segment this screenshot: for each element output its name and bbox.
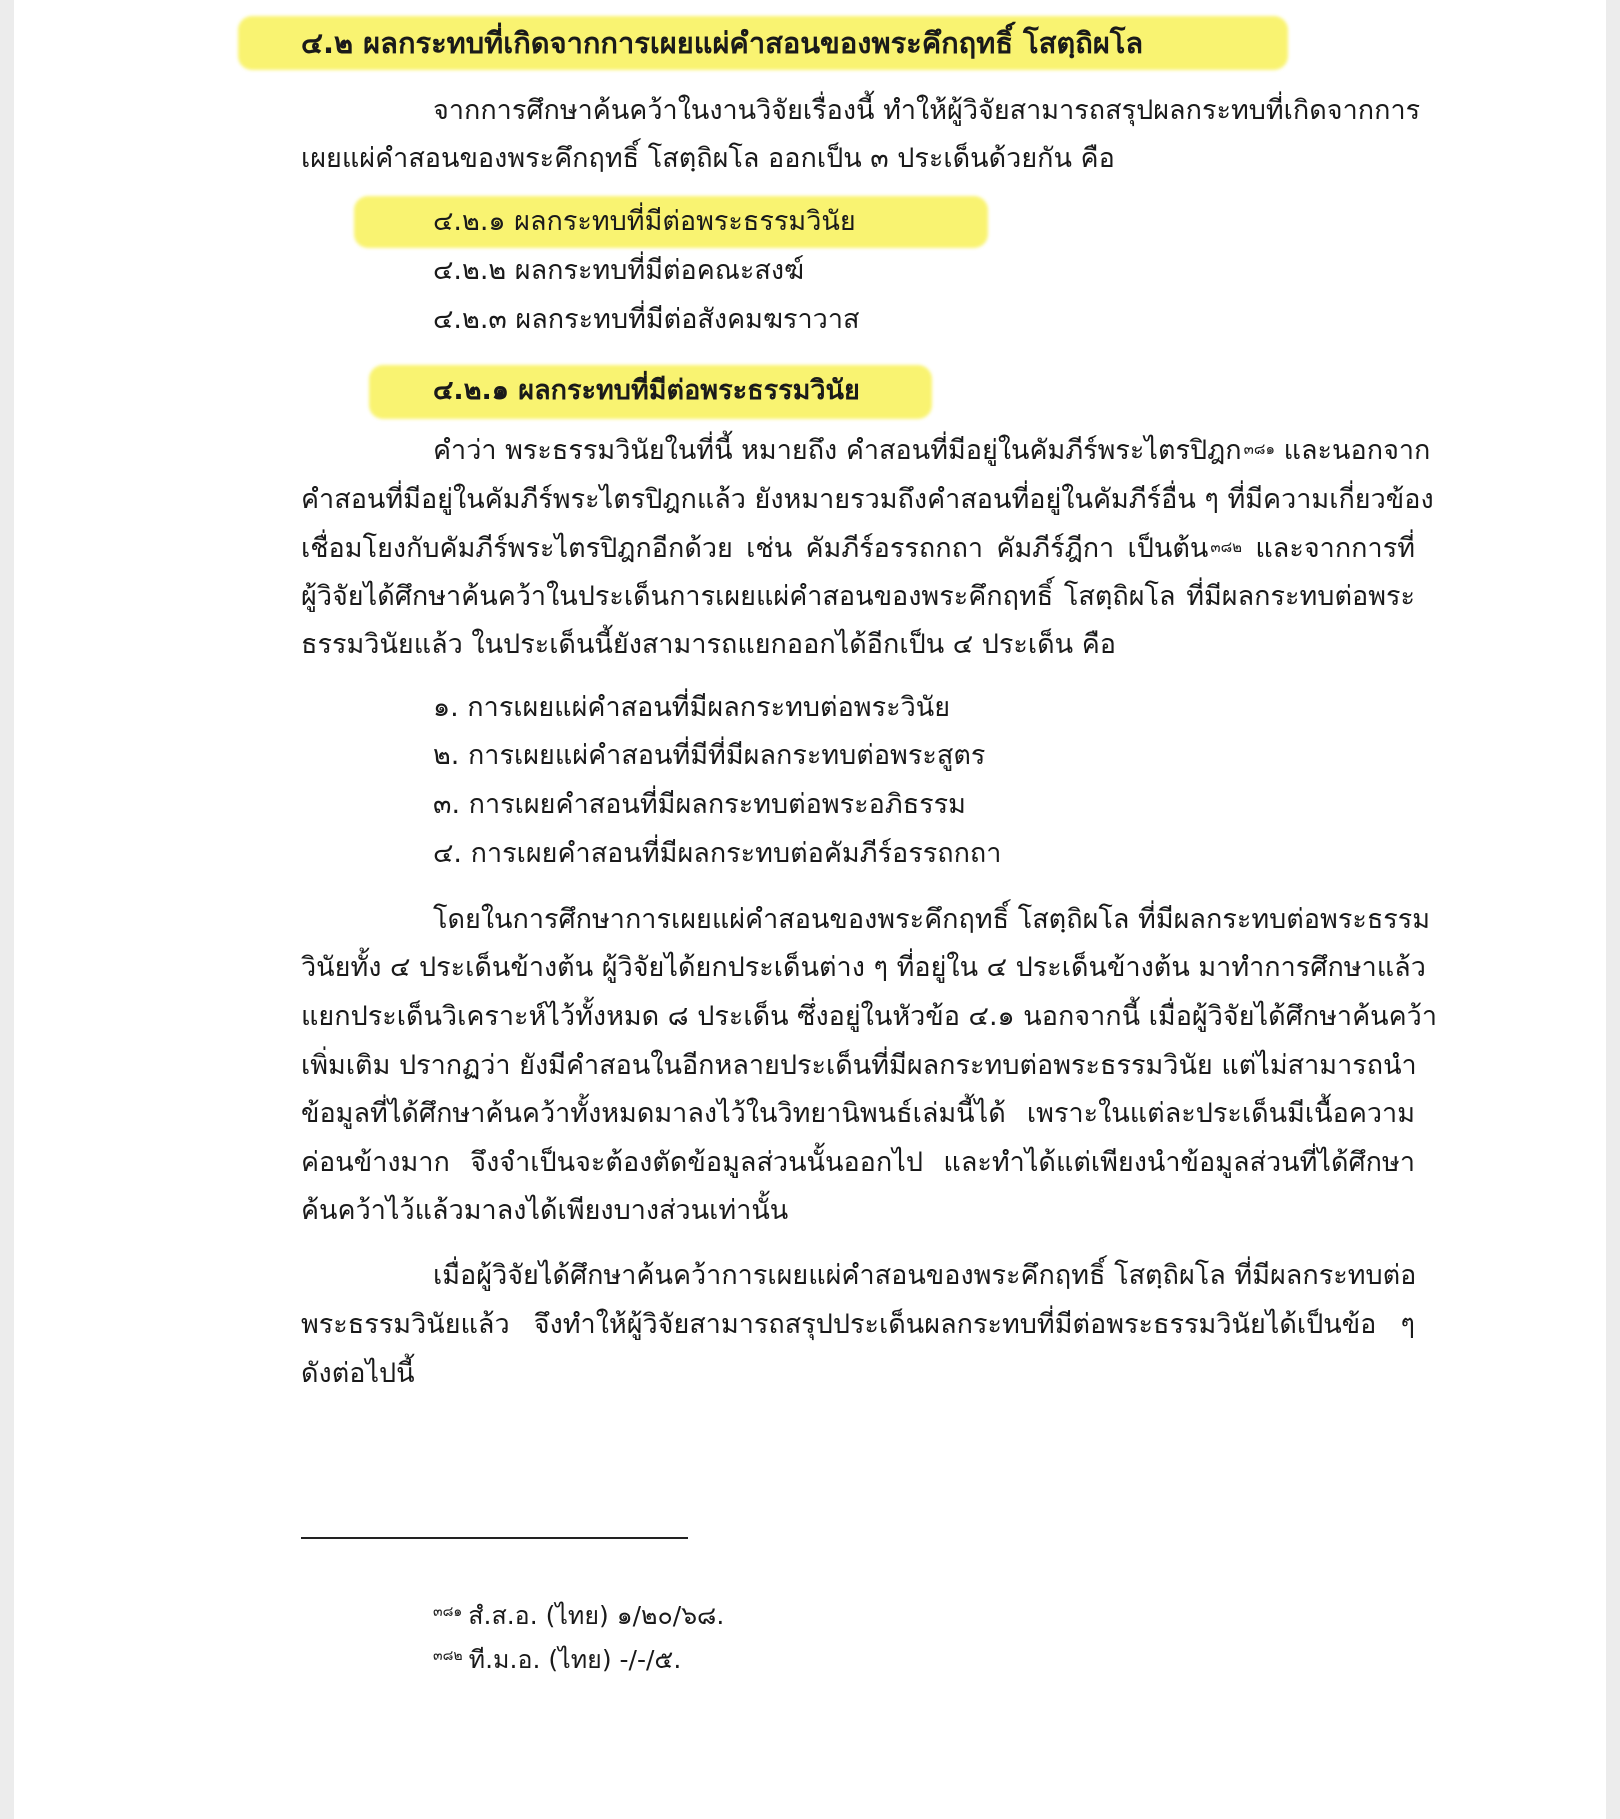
paragraph-text: คำว่า พระธรรมวินัยในที่นี้ หมายถึง คำสอนที่มีอยู่ในคัมภีร์พระไตรปิฎก — [433, 435, 1242, 466]
paragraph-2-line-2: วินัยทั้ง ๔ ประเด็นข้างต้น ผู้วิจัยได้ยกประเด็นต่าง ๆ ที่อยู่ใน ๔ ประเด็นข้างต้น มาทำการศึกษาแล้ว — [301, 952, 1426, 983]
outline-item-2: ๔.๒.๒ ผลกระทบที่มีต่อคณะสงฆ์ — [433, 255, 805, 286]
paragraph-3-line-1: เมื่อผู้วิจัยได้ศึกษาค้นคว้าการเผยแผ่คำสอนของพระคึกฤทธิ์ โสตฺถิผโล ที่มีผลกระทบต่อ — [433, 1260, 1417, 1291]
footnote-text: สํ.ส.อ. (ไทย) ๑/๒๐/๖๘. — [468, 1601, 725, 1630]
paragraph-2-line-6: ค่อนข้างมาก จึงจำเป็นจะต้องตัดข้อมูลส่วนนั้นออกไป และทำได้แต่เพียงนำข้อมูลส่วนที่ได้ศึกษา — [301, 1147, 1415, 1178]
intro-line-2: เผยแผ่คำสอนของพระคึกฤทธิ์ โสตฺถิผโล ออกเป็น ๓ ประเด็นด้วยกัน คือ — [301, 143, 1115, 174]
list-item-1: ๑. การเผยแผ่คำสอนที่มีผลกระทบต่อพระวินัย — [433, 692, 951, 723]
list-item-4: ๔. การเผยคำสอนที่มีผลกระทบต่อคัมภีร์อรรถกถา — [433, 838, 1002, 869]
paragraph-1-line-1 — [433, 427, 1431, 475]
paragraph-3-line-2: พระธรรมวินัยแล้ว จึงทำให้ผู้วิจัยสามารถสรุปประเด็นผลกระทบที่มีต่อพระธรรมวินัยได้เป็นข้อ ๆ — [301, 1309, 1415, 1340]
paragraph-1-line-3 — [301, 525, 1415, 573]
footnote-separator — [301, 1537, 688, 1539]
paragraph-text: และนอกจาก — [1275, 435, 1431, 466]
paragraph-2-line-4: เพิ่มเติม ปรากฏว่า ยังมีคำสอนในอีกหลายประเด็นที่มีผลกระทบต่อพระธรรมวินัย แต่ไม่สามารถนำ — [301, 1050, 1417, 1081]
paragraph-3-line-3: ดังต่อไปนี้ — [301, 1358, 415, 1389]
paragraph-2-line-3: แยกประเด็นวิเคราะห์ไว้ทั้งหมด ๘ ประเด็น ซึ่งอยู่ในหัวข้อ ๔.๑ นอกจากนี้ เมื่อผู้วิจัยได้ศึกษาค้นคว้า — [301, 1001, 1437, 1032]
footnote-number: ๓๘๒ — [433, 1648, 463, 1664]
intro-line-1: จากการศึกษาค้นคว้าในงานวิจัยเรื่องนี้ ทำให้ผู้วิจัยสามารถสรุปผลกระทบที่เกิดจากการ — [433, 95, 1421, 126]
section-heading: ๔.๒ ผลกระทบที่เกิดจากการเผยแผ่คำสอนของพระคึกฤทธิ์ โสตฺถิผโล — [301, 26, 1144, 60]
outline-item-1: ๔.๒.๑ ผลกระทบที่มีต่อพระธรรมวินัย — [433, 206, 856, 237]
footnote-381 — [433, 1596, 724, 1636]
footnote-ref-382[interactable]: ๓๘๒ — [1210, 538, 1243, 556]
outline-item-3: ๔.๒.๓ ผลกระทบที่มีต่อสังคมฆราวาส — [433, 304, 860, 335]
list-item-2: ๒. การเผยแผ่คำสอนที่มีที่มีผลกระทบต่อพระสูตร — [433, 740, 986, 771]
footnote-number: ๓๘๑ — [433, 1604, 463, 1620]
footnote-text: ที.ม.อ. (ไทย) -/-/๕. — [468, 1645, 682, 1674]
paragraph-2-line-1: โดยในการศึกษาการเผยแผ่คำสอนของพระคึกฤทธิ์ โสตฺถิผโล ที่มีผลกระทบต่อพระธรรม — [433, 904, 1431, 935]
paragraph-text: และจากการที่ — [1242, 533, 1415, 564]
footnote-382 — [433, 1640, 681, 1680]
subsection-heading: ๔.๒.๑ ผลกระทบที่มีต่อพระธรรมวินัย — [433, 375, 860, 406]
paragraph-2-line-7: ค้นคว้าไว้แล้วมาลงได้เพียงบางส่วนเท่านั้น — [301, 1195, 789, 1226]
paragraph-2-line-5: ข้อมูลที่ได้ศึกษาค้นคว้าทั้งหมดมาลงไว้ในวิทยานิพนธ์เล่มนี้ได้ เพราะในแต่ละประเด็นมีเนื้อความ — [301, 1098, 1415, 1129]
footnote-ref-381[interactable]: ๓๘๑ — [1243, 440, 1276, 458]
paragraph-text: เชื่อมโยงกับคัมภีร์พระไตรปิฎกอีกด้วย เช่น คัมภีร์อรรถกถา คัมภีร์ฎีกา เป็นต้น — [301, 533, 1209, 564]
paragraph-1-line-4: ผู้วิจัยได้ศึกษาค้นคว้าในประเด็นการเผยแผ่คำสอนของพระคึกฤทธิ์ โสตฺถิผโล ที่มีผลกระทบต่อพระ — [301, 581, 1415, 612]
paragraph-1-line-2: คำสอนที่มีอยู่ในคัมภีร์พระไตรปิฎกแล้ว ยังหมายรวมถึงคำสอนที่อยู่ในคัมภีร์อื่น ๆ ที่มีความเกี่ยวข้อง — [301, 484, 1434, 515]
list-item-3: ๓. การเผยคำสอนที่มีผลกระทบต่อพระอภิธรรม — [433, 789, 966, 820]
paragraph-1-line-5: ธรรมวินัยแล้ว ในประเด็นนี้ยังสามารถแยกออกได้อีกเป็น ๔ ประเด็น คือ — [301, 629, 1116, 660]
